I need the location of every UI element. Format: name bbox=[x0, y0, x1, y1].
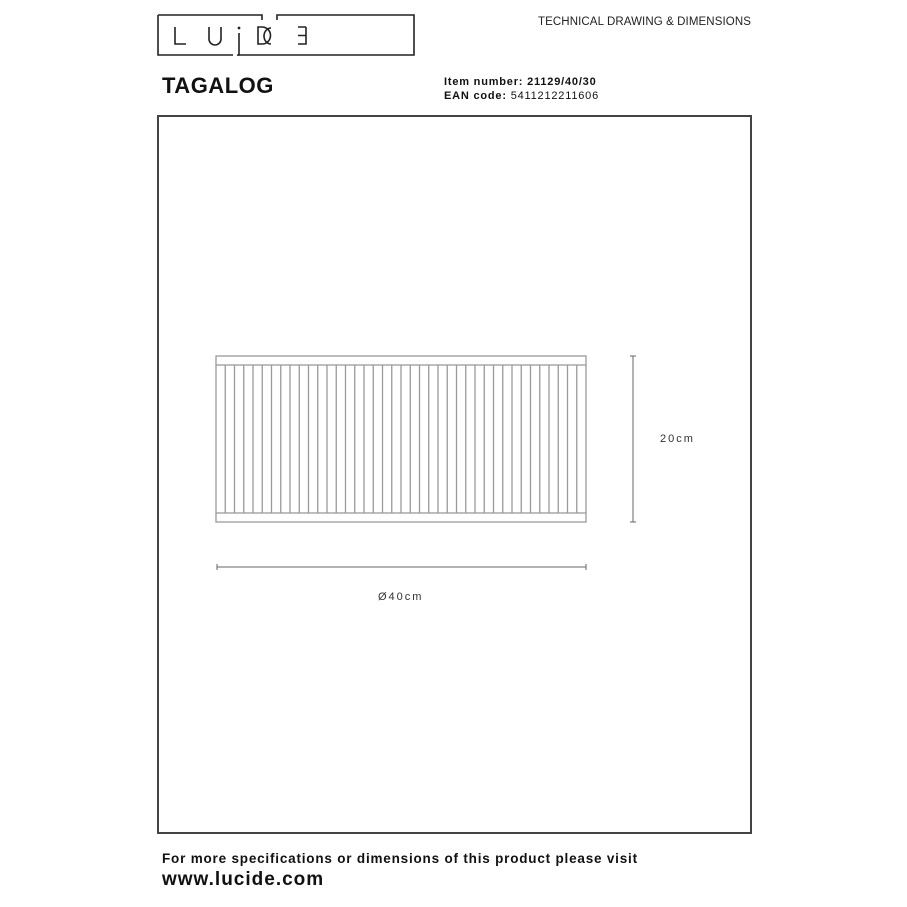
item-number-label: Item number: bbox=[444, 76, 524, 88]
bottom-ring bbox=[216, 513, 586, 522]
ean-value: 5411212211606 bbox=[510, 90, 599, 102]
top-ring bbox=[216, 356, 586, 365]
document-type: TECHNICAL DRAWING & DIMENSIONS bbox=[538, 16, 751, 28]
website-link[interactable]: www.lucide.com bbox=[162, 869, 325, 890]
diameter-dimension-label: Ø40cm bbox=[378, 591, 424, 603]
height-dimension-label: 20cm bbox=[660, 433, 695, 445]
ean-label: EAN code: bbox=[444, 90, 507, 102]
item-number-value: 21129/40/30 bbox=[527, 76, 597, 88]
product-name: TAGALOG bbox=[162, 73, 274, 98]
width-dimension bbox=[217, 564, 586, 570]
footer-text: For more specifications or dimensions of this product please visit bbox=[162, 851, 638, 866]
lamp-shade-drawing bbox=[216, 356, 586, 522]
height-dimension bbox=[630, 356, 636, 522]
